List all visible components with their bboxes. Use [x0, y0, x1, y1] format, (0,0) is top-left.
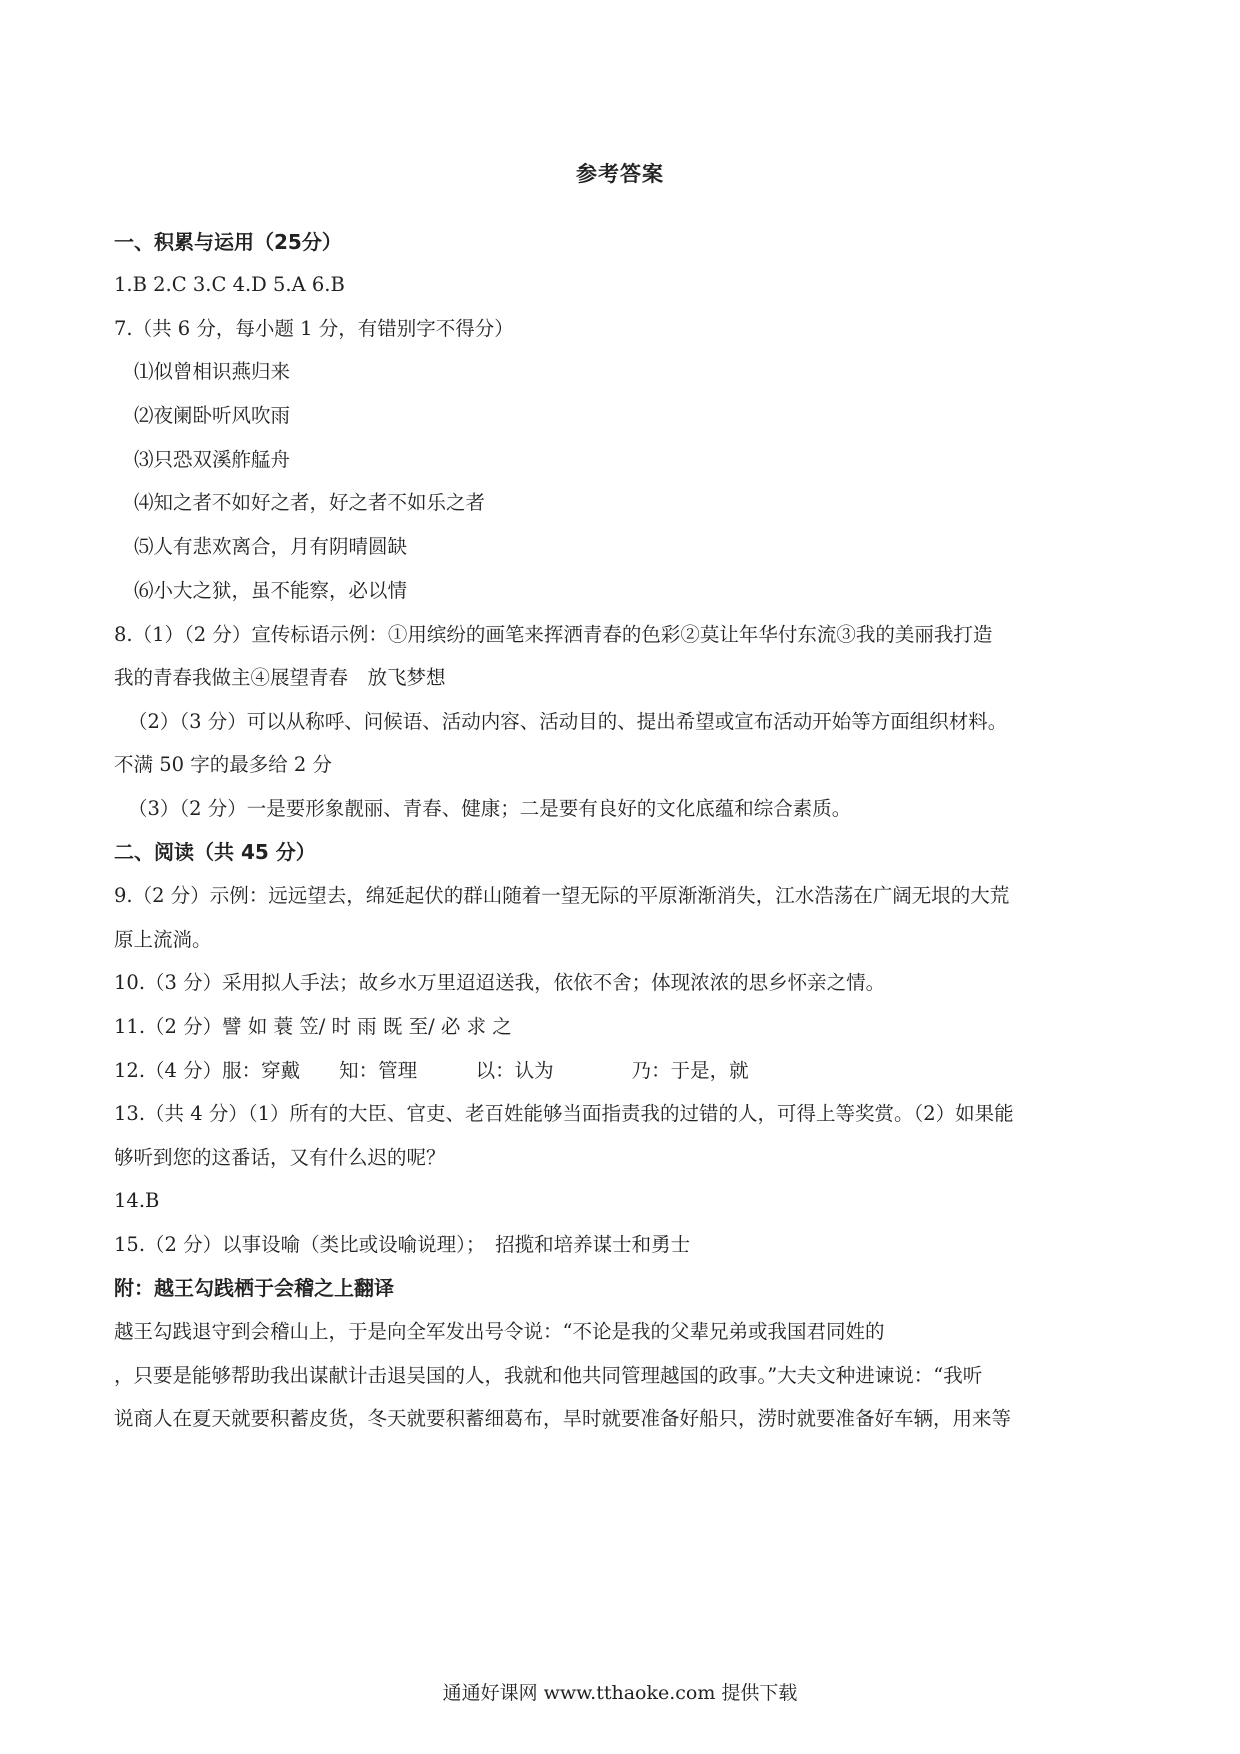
- section-heading-reading: 二、阅读（共 45 分）: [114, 840, 316, 864]
- question-14: 14.B: [114, 1189, 160, 1212]
- appendix-heading: 附：越王勾践栖于会稽之上翻译: [114, 1276, 394, 1300]
- question-8-part2-line1: （2）（3 分）可以从称呼、问候语、活动内容、活动目的、提出希望或宣布活动开始等方面组织材料。: [128, 710, 1008, 733]
- question-7-item: ⑸人有悲欢离合，月有阴晴圆缺: [134, 535, 408, 558]
- question-7-header: 7.（共 6 分，每小题 1 分，有错别字不得分）: [114, 317, 514, 340]
- question-13-line2: 够听到您的这番话，又有什么迟的呢？: [114, 1146, 446, 1169]
- question-7-item: ⑴似曾相识燕归来: [134, 360, 291, 383]
- question-7-item: ⑷知之者不如好之者，好之者不如乐之者: [134, 491, 486, 514]
- question-11: 11.（2 分）譬 如 蓑 笠/ 时 雨 既 至/ 必 求 之: [114, 1015, 512, 1038]
- question-15: 15.（2 分）以事设喻（类比或设喻说理）； 招揽和培养谋士和勇士: [114, 1233, 691, 1256]
- question-8-part3: （3）（2 分）一是要形象靓丽、青春、健康；二是要有良好的文化底蕴和综合素质。: [128, 797, 852, 820]
- question-8-part1-line2: 我的青春我做主④展望青春 放飞梦想: [114, 666, 446, 689]
- question-13-line1: 13.（共 4 分）（1）所有的大臣、官吏、老百姓能够当面指责我的过错的人，可得上等奖赏。（2）如果能: [114, 1102, 1014, 1125]
- question-8-part1-line1: 8.（1）（2 分）宣传标语示例：①用缤纷的画笔来挥洒青春的色彩②莫让年华付东流③我的美丽我打造: [114, 623, 993, 646]
- page-footer: 通通好课网 www.tthaoke.com 提供下载: [442, 1682, 798, 1704]
- appendix-paragraph-line: ，只要是能够帮助我出谋献计击退吴国的人，我就和他共同管理越国的政事。”大夫文种进谏说：“我听: [114, 1364, 983, 1387]
- question-10: 10.（3 分）采用拟人手法；故乡水万里迢迢送我，依依不舍；体现浓浓的思乡怀亲之情。: [114, 971, 886, 994]
- question-8-part2-line2: 不满 50 字的最多给 2 分: [114, 753, 333, 776]
- question-7-item: ⑹小大之狱，虽不能察，必以情: [134, 579, 408, 602]
- question-9-line2: 原上流淌。: [114, 928, 212, 951]
- question-7-item: ⑵夜阑卧听风吹雨: [134, 404, 291, 427]
- section-heading-accumulation: 一、积累与运用（25分）: [114, 230, 342, 254]
- question-12: 12.（4 分）服：穿戴 知：管理 以：认为 乃：于是，就: [114, 1059, 749, 1082]
- page-title: 参考答案: [576, 162, 664, 186]
- appendix-paragraph-line: 越王勾践退守到会稽山上，于是向全军发出号令说：“不论是我的父辈兄弟或我国君同姓的: [114, 1320, 885, 1343]
- appendix-paragraph-line: 说商人在夏天就要积蓄皮货，冬天就要积蓄细葛布，旱时就要准备好船只，涝时就要准备好车辆，用来等: [114, 1407, 1012, 1430]
- question-9-line1: 9.（2 分）示例：远远望去，绵延起伏的群山随着一望无际的平原渐渐消失，江水浩荡在广阔无垠的大荒: [114, 884, 1010, 907]
- multiple-choice-answers: 1.B 2.C 3.C 4.D 5.A 6.B: [114, 273, 345, 296]
- question-7-item: ⑶只恐双溪舴艋舟: [134, 448, 291, 471]
